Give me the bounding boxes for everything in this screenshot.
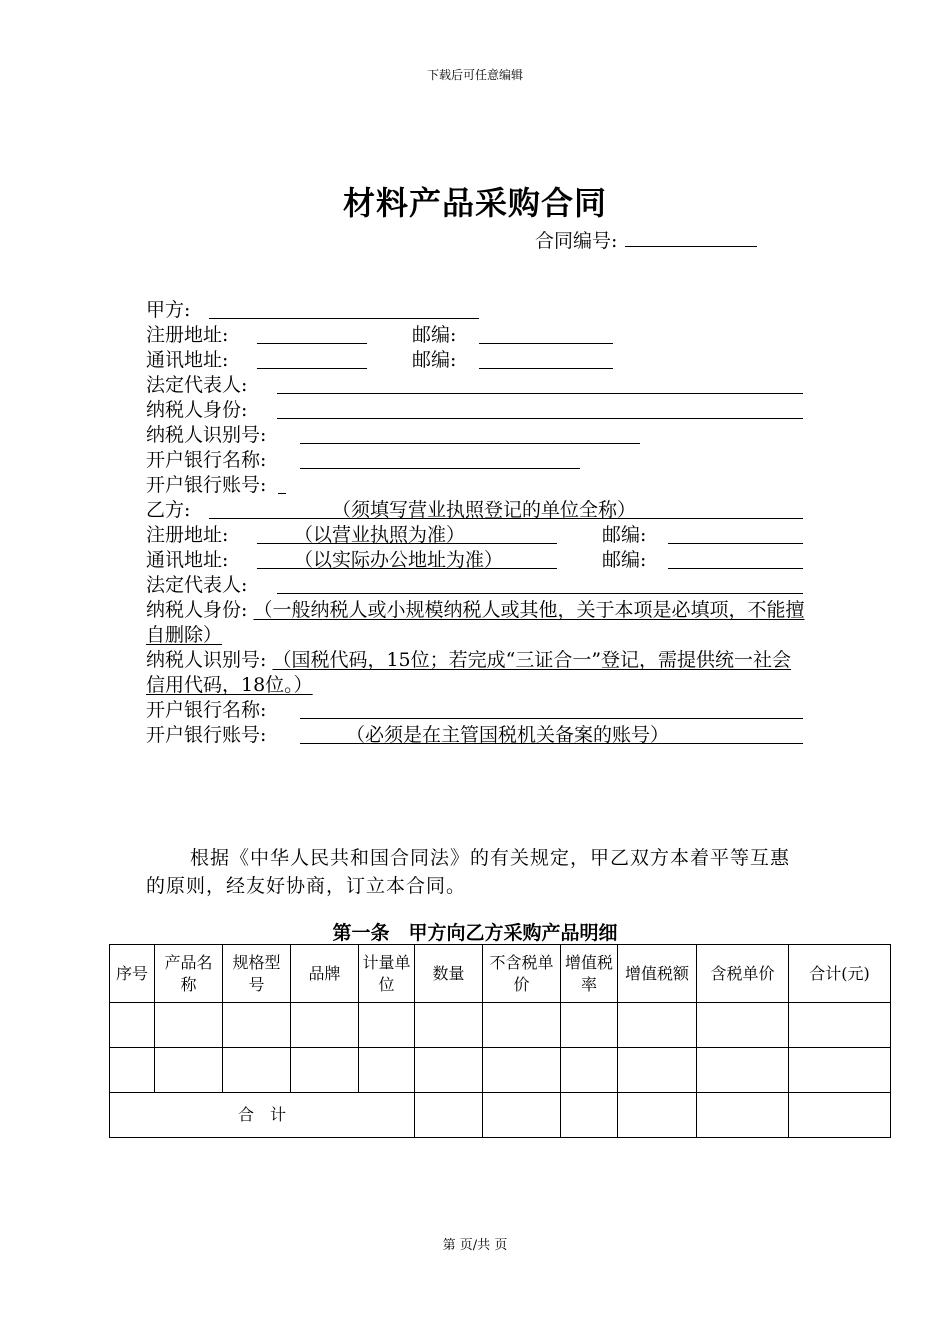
table-cell[interactable] xyxy=(155,1003,223,1048)
party-a-name-blank[interactable] xyxy=(209,318,479,319)
party-a-reg-addr-label: 注册地址: xyxy=(146,324,229,346)
col-header: 数量 xyxy=(415,945,483,1003)
party-a-legal-rep-blank[interactable] xyxy=(277,393,803,394)
party-b-bank-name-label: 开户银行名称: xyxy=(146,699,267,721)
party-b-taxpayer-type-row xyxy=(146,598,806,648)
page-title: 材料产品采购合同 xyxy=(342,184,607,222)
table-cell[interactable] xyxy=(223,1003,291,1048)
table-total-row xyxy=(110,1093,891,1138)
table-cell[interactable] xyxy=(291,1048,359,1093)
party-a-name-row xyxy=(146,298,806,323)
table-header-row xyxy=(110,945,891,1003)
table-cell[interactable] xyxy=(415,1003,483,1048)
table-cell[interactable] xyxy=(561,1093,618,1138)
party-b-taxpayer-type-hint[interactable]: （一般纳税人或小规模纳税人或其他，关于本项是必填项，不能擅自删除） xyxy=(146,599,805,646)
col-header: 增值税额 xyxy=(618,945,697,1003)
contract-number xyxy=(535,226,757,253)
table-cell[interactable] xyxy=(155,1048,223,1093)
party-b-reg-addr-row xyxy=(146,523,806,548)
table-cell[interactable] xyxy=(359,1048,415,1093)
party-a-taxpayer-id-label: 纳税人识别号: xyxy=(146,424,267,446)
table-cell[interactable] xyxy=(291,1003,359,1048)
party-a-postcode2-blank[interactable] xyxy=(479,368,613,369)
table-cell[interactable] xyxy=(561,1048,618,1093)
party-b-taxpayer-id-row xyxy=(146,648,806,698)
party-b-legal-rep-row xyxy=(146,573,806,598)
table-cell[interactable] xyxy=(415,1048,483,1093)
party-b-bank-name-row xyxy=(146,698,806,723)
col-header: 计量单位 xyxy=(359,945,415,1003)
section-1-title xyxy=(0,918,950,945)
party-a-reg-addr-blank[interactable] xyxy=(257,343,367,344)
party-a-postcode-label: 邮编: xyxy=(412,324,457,346)
party-b-bank-account-hint: （必须是在主管国税机关备案的账号） xyxy=(346,724,670,746)
party-b-postcode2-blank[interactable] xyxy=(668,568,803,569)
party-b-mail-addr-hint: （以实际办公地址为准） xyxy=(294,549,504,571)
col-header: 增值税率 xyxy=(561,945,618,1003)
party-a-bank-name-label: 开户银行名称: xyxy=(146,449,267,471)
col-header: 品牌 xyxy=(291,945,359,1003)
party-b-legal-rep-label: 法定代表人: xyxy=(146,574,248,596)
party-a-mail-addr-label: 通讯地址: xyxy=(146,349,229,371)
party-b-postcode-blank[interactable] xyxy=(668,543,803,544)
table-cell[interactable] xyxy=(561,1003,618,1048)
party-b-bank-name-blank[interactable] xyxy=(300,718,803,719)
party-b-reg-addr-label: 注册地址: xyxy=(146,524,229,546)
party-b-mail-addr-row xyxy=(146,548,806,573)
table-cell[interactable] xyxy=(415,1093,483,1138)
col-header: 含税单价 xyxy=(697,945,789,1003)
header-note: 下载后可任意编辑 xyxy=(426,68,523,82)
party-a-postcode2-label: 邮编: xyxy=(412,349,457,371)
party-b-taxpayer-id-label: 纳税人识别号: xyxy=(146,649,267,671)
table-cell[interactable] xyxy=(789,1093,891,1138)
party-b-bank-account-label: 开户银行账号: xyxy=(146,724,267,746)
party-a-taxpayer-id-row xyxy=(146,423,806,448)
party-b-name-row xyxy=(146,498,806,523)
table-cell[interactable] xyxy=(483,1048,561,1093)
col-header: 不含税单价 xyxy=(483,945,561,1003)
col-header: 产品名称 xyxy=(155,945,223,1003)
table-cell[interactable] xyxy=(697,1093,789,1138)
intro-paragraph: 根据《中华人民共和国合同法》的有关规定，甲乙双方本着平等互惠的原则，经友好协商，订立本合同。 xyxy=(146,847,791,897)
party-b-postcode-label: 邮编: xyxy=(602,524,647,546)
table-cell[interactable] xyxy=(789,1003,891,1048)
party-b-bank-account-row xyxy=(146,723,806,748)
table-cell[interactable] xyxy=(110,1048,155,1093)
table-cell[interactable] xyxy=(110,1003,155,1048)
party-a-legal-rep-row xyxy=(146,373,806,398)
product-table xyxy=(109,944,891,1138)
total-label: 合 计 xyxy=(110,1093,415,1138)
table-cell[interactable] xyxy=(483,1003,561,1048)
party-a-name-label: 甲方: xyxy=(146,299,191,321)
party-b-name-hint: （须填写营业执照登记的单位全称） xyxy=(332,499,637,521)
table-row xyxy=(110,1048,891,1093)
party-a-taxpayer-type-row xyxy=(146,398,806,423)
table-cell[interactable] xyxy=(789,1048,891,1093)
table-cell[interactable] xyxy=(359,1003,415,1048)
party-b-reg-addr-hint: （以营业执照为准） xyxy=(294,524,466,546)
table-cell[interactable] xyxy=(618,1093,697,1138)
table-cell[interactable] xyxy=(697,1003,789,1048)
party-a-taxpayer-type-blank[interactable] xyxy=(277,418,803,419)
party-b-legal-rep-blank[interactable] xyxy=(277,593,803,594)
col-header: 序号 xyxy=(110,945,155,1003)
party-b-postcode2-label: 邮编: xyxy=(602,549,647,571)
contract-number-label: 合同编号: xyxy=(535,230,618,252)
party-a-bank-name-row xyxy=(146,448,806,473)
party-b-name-label: 乙方: xyxy=(146,499,191,521)
page-footer: 第 页/共 页 xyxy=(442,1238,508,1253)
party-b-taxpayer-type-label: 纳税人身份: xyxy=(146,599,248,621)
table-cell[interactable] xyxy=(483,1093,561,1138)
party-a-bank-name-blank[interactable] xyxy=(300,468,580,469)
party-a-postcode-blank[interactable] xyxy=(479,343,613,344)
table-cell[interactable] xyxy=(618,1048,697,1093)
party-fields xyxy=(146,298,806,748)
table-cell[interactable] xyxy=(618,1003,697,1048)
party-b-mail-addr-label: 通讯地址: xyxy=(146,549,229,571)
col-header: 规格型号 xyxy=(223,945,291,1003)
party-b-taxpayer-id-hint[interactable]: （国税代码，15位；若完成“三证合一”登记，需提供统一社会信用代码，18位。） xyxy=(146,649,792,696)
party-a-reg-addr-row xyxy=(146,323,806,348)
party-a-taxpayer-id-blank[interactable] xyxy=(300,443,640,444)
col-header: 合计(元) xyxy=(789,945,891,1003)
party-a-legal-rep-label: 法定代表人: xyxy=(146,374,248,396)
party-a-bank-account-label: 开户银行账号: xyxy=(146,474,267,496)
party-a-bank-account-blank[interactable] xyxy=(278,493,286,494)
party-a-bank-account-row xyxy=(146,473,806,498)
table-cell[interactable] xyxy=(697,1048,789,1093)
party-a-mail-addr-row xyxy=(146,348,806,373)
party-a-mail-addr-blank[interactable] xyxy=(257,368,367,369)
table-row xyxy=(110,1003,891,1048)
party-a-taxpayer-type-label: 纳税人身份: xyxy=(146,399,248,421)
table-cell[interactable] xyxy=(223,1048,291,1093)
section-1-title-text: 第一条 甲方向乙方采购产品明细 xyxy=(332,922,618,944)
contract-number-blank[interactable] xyxy=(625,227,757,247)
